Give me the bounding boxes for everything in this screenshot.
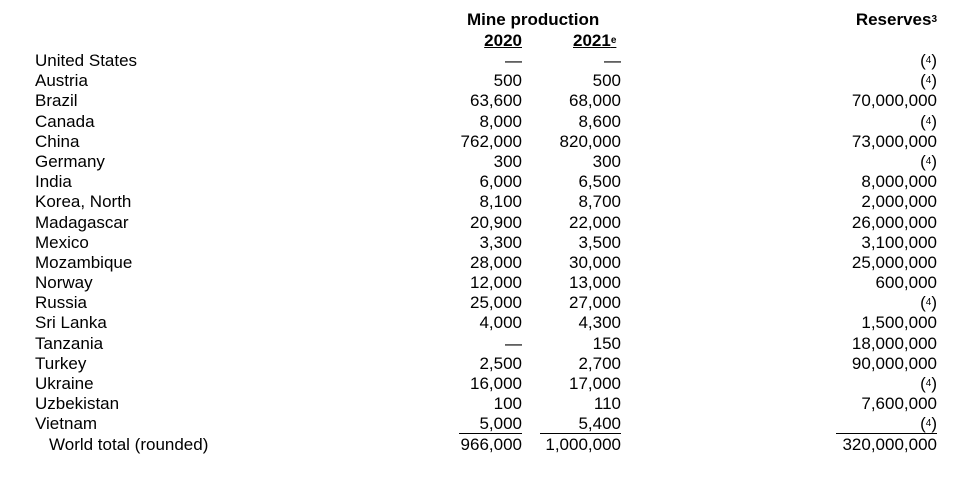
reserves-value (861, 313, 937, 333)
country-name: Germany (35, 151, 105, 171)
reserves-header (856, 10, 937, 30)
production-2021: 17,000 (569, 374, 621, 393)
world-total-row (0, 435, 975, 455)
reserves-amount: 7,600,000 (861, 394, 937, 414)
reserves-footnote-marker: 4 (925, 297, 932, 309)
table-row (0, 394, 975, 414)
reserves-value (861, 233, 937, 253)
country-name: Brazil (35, 91, 78, 111)
production-2020: — (505, 51, 522, 70)
reserves-footnote-marker: 4 (925, 55, 932, 66)
reserves-footnote-marker: 4 (925, 115, 932, 127)
country-name: Ukraine (35, 374, 94, 393)
reserves-amount: 73,000,000 (851, 131, 937, 151)
table-row (0, 132, 975, 152)
estimate-footnote-marker: e (610, 35, 617, 46)
production-2021: 8,700 (578, 192, 621, 212)
reserves-value: ($^4$) (920, 51, 937, 70)
country-name: Vietnam (35, 414, 98, 434)
reserves-value (852, 253, 937, 273)
country-name: Mexico (35, 232, 89, 252)
year-2020-header: 2020 (484, 31, 522, 50)
table-row (0, 51, 975, 71)
production-2020: 6,000 (479, 172, 522, 192)
country-name: Uzbekistan (35, 394, 120, 414)
country-name: Russia (35, 293, 87, 313)
production-2020: 100 (493, 394, 522, 414)
country-name: India (35, 172, 72, 192)
table-row (0, 414, 975, 434)
production-2021: 8,600 (578, 111, 621, 131)
total-rule-2020 (459, 433, 522, 434)
production-2021: 2,700 (578, 353, 621, 373)
country-name: Mozambique (35, 252, 133, 272)
total-label: World total (rounded) (49, 434, 209, 454)
table-row (0, 192, 975, 212)
total-2020: 966,000 (460, 434, 522, 454)
country-name: Sri Lanka (35, 313, 107, 333)
reserves-value (861, 394, 937, 414)
production-2021: 6,500 (578, 172, 621, 192)
production-2021: 30,000 (569, 252, 621, 272)
table-row (0, 293, 975, 313)
reserves-value: ($^4$) (920, 71, 937, 91)
reserves-amount: 600,000 (875, 273, 937, 293)
reserves-value (852, 354, 937, 374)
total-rule-reserves (836, 433, 937, 434)
reserves-value (852, 213, 937, 233)
reserves-footnote-marker: 4 (925, 75, 932, 87)
production-2020: 16,000 (470, 374, 522, 393)
reserves-value (852, 334, 937, 354)
reserves-amount: 25,000,000 (851, 252, 937, 272)
production-2021: 110 (593, 394, 621, 414)
country-name: United States (35, 51, 138, 70)
reserves-value: ($^4$) (920, 111, 937, 131)
reserves-amount: 90,000,000 (851, 353, 937, 373)
table-row (0, 152, 975, 172)
production-2020: 300 (493, 151, 522, 171)
mine-production-header: Mine production (467, 10, 600, 29)
production-2021: 500 (592, 71, 621, 91)
table-row (0, 354, 975, 374)
reserves-value (861, 192, 937, 212)
table-row (0, 374, 975, 394)
production-2021: 13,000 (569, 273, 621, 293)
production-2020: — (505, 333, 522, 353)
reserves-value: ($^4$) (920, 374, 937, 393)
reserves-value: ($^4$) (920, 414, 937, 434)
production-2020: 12,000 (470, 273, 522, 293)
total-2021: 1,000,000 (545, 434, 621, 454)
table-row (0, 71, 975, 91)
table-row (0, 91, 975, 111)
reserves-amount: 8,000,000 (861, 172, 937, 192)
reserves-value: ($^4$) (920, 151, 937, 171)
production-2021: 5,400 (578, 414, 621, 434)
production-2020: 8,000 (479, 111, 522, 131)
reserves-amount: 18,000,000 (851, 333, 937, 353)
year-2021-header (573, 31, 616, 51)
table-row (0, 313, 975, 333)
table-row (0, 112, 975, 132)
country-name: Madagascar (35, 212, 129, 232)
table-row (0, 273, 975, 293)
production-2021: 22,000 (569, 212, 621, 232)
reserves-amount: 70,000,000 (851, 91, 937, 111)
production-2020: 500 (493, 71, 522, 91)
reserves-amount: 26,000,000 (851, 212, 937, 232)
production-2020: 25,000 (470, 293, 522, 313)
total-reserves: 320,000,000 (842, 434, 937, 454)
country-name: Austria (35, 71, 88, 91)
production-2021: — (604, 51, 621, 70)
table-row (0, 233, 975, 253)
reserves-footnote-marker: 3 (931, 14, 937, 25)
production-2020: 5,000 (479, 414, 522, 434)
production-2021: 150 (592, 333, 621, 353)
country-name: Tanzania (35, 333, 104, 353)
country-name: Canada (35, 111, 95, 131)
production-2020: 2,500 (479, 353, 522, 373)
production-table (0, 51, 975, 455)
reserves-footnote-marker: 4 (925, 155, 932, 167)
reserves-value (876, 273, 937, 293)
production-2021: 3,500 (578, 232, 621, 252)
table-row (0, 253, 975, 273)
reserves-amount: 3,100,000 (861, 232, 937, 252)
production-2021: 27,000 (569, 293, 621, 313)
reserves-value (861, 172, 937, 192)
table-row (0, 172, 975, 192)
total-rule-2021 (540, 433, 621, 434)
reserves-value (852, 132, 937, 152)
production-2020: 28,000 (470, 252, 522, 272)
production-2020: 762,000 (460, 131, 522, 151)
table-row (0, 334, 975, 354)
country-name: Norway (35, 273, 93, 293)
reserves-footnote-marker: 4 (925, 418, 932, 430)
reserves-label: Reserves (855, 10, 932, 29)
production-2020: 3,300 (479, 232, 522, 252)
production-2020: 8,100 (479, 192, 522, 212)
country-name: Turkey (35, 353, 87, 373)
production-2020: 4,000 (479, 313, 522, 333)
production-2021: 68,000 (569, 91, 621, 111)
country-name: China (35, 131, 80, 151)
year-2021-label: 2021 (573, 31, 611, 50)
country-name: Korea, North (35, 192, 132, 212)
production-2020: 20,900 (470, 212, 522, 232)
reserves-footnote-marker: 4 (925, 378, 932, 389)
production-2020: 63,600 (470, 91, 522, 111)
production-2021: 4,300 (578, 313, 621, 333)
reserves-amount: 2,000,000 (861, 192, 937, 212)
table-row (0, 213, 975, 233)
reserves-amount: 1,500,000 (861, 313, 937, 333)
reserves-value: ($^4$) (920, 293, 937, 313)
production-2021: 820,000 (559, 131, 621, 151)
reserves-value (852, 91, 937, 111)
production-2021: 300 (592, 151, 621, 171)
